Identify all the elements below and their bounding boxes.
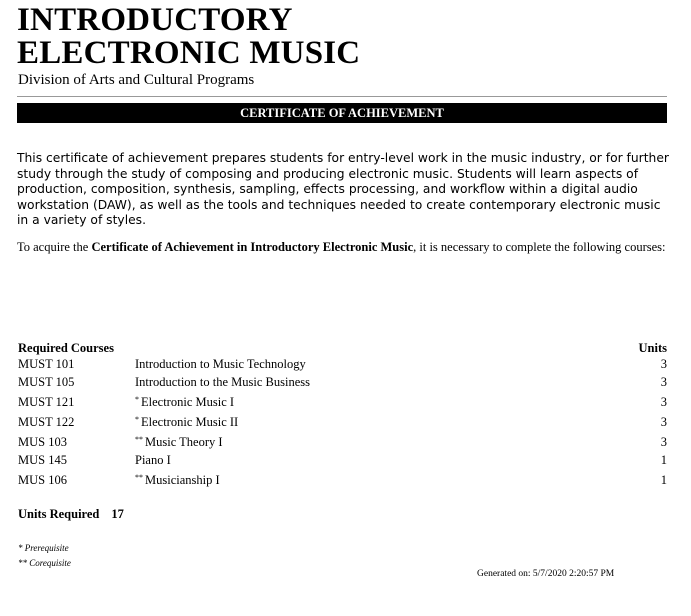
course-row bbox=[18, 357, 667, 375]
course-name bbox=[135, 473, 220, 488]
course-code: MUST 105 bbox=[18, 375, 75, 389]
course-row bbox=[18, 375, 667, 393]
requisite-marker: * bbox=[135, 395, 139, 404]
certificate-name: Certificate of Achievement in Introductory Electronic Music bbox=[91, 240, 414, 254]
course-units: 3 bbox=[660, 395, 667, 409]
course-name bbox=[135, 357, 306, 372]
course-name bbox=[135, 375, 310, 390]
course-code: MUS 145 bbox=[18, 453, 67, 467]
course-title: Introduction to Music Technology bbox=[135, 357, 306, 371]
units-required-label: Units Required bbox=[18, 507, 100, 521]
course-title: Electronic Music II bbox=[141, 415, 239, 429]
requisite-marker: ** bbox=[135, 435, 143, 444]
course-code: MUS 106 bbox=[18, 473, 67, 487]
page-title bbox=[17, 4, 360, 70]
course-code: MUST 121 bbox=[18, 395, 75, 409]
course-code: MUST 101 bbox=[18, 357, 75, 371]
course-name bbox=[135, 395, 234, 410]
division-subtitle: Division of Arts and Cultural Programs bbox=[18, 72, 255, 88]
course-name bbox=[135, 453, 171, 468]
course-name bbox=[135, 415, 238, 430]
course-units: 3 bbox=[660, 415, 667, 429]
program-description: This certificate of achievement prepares students for entry-level work in the music industry, or for further study through the study of composing and producing electronic music. Students will learn aspects of production, composition, synthesis, sampling, effects processing, and workflow within a digital audio workstation (DAW), as well as the tools and techniques needed to create contemporary electronic music in a variety of styles. bbox=[17, 151, 669, 227]
course-title: Piano I bbox=[135, 453, 171, 467]
corequisite-note: ** Corequisite bbox=[18, 558, 71, 568]
generated-timestamp: Generated on: 5/7/2020 2:20:57 PM bbox=[477, 569, 615, 579]
course-units: 3 bbox=[660, 375, 667, 389]
course-units: 1 bbox=[660, 453, 667, 467]
course-title: Musicianship I bbox=[145, 473, 220, 487]
course-row bbox=[18, 471, 667, 491]
course-units: 1 bbox=[660, 473, 667, 487]
divider-rule bbox=[17, 96, 667, 97]
course-units: 3 bbox=[660, 435, 667, 449]
acquire-suffix: , it is necessary to complete the following courses: bbox=[413, 240, 666, 254]
certificate-banner: CERTIFICATE OF ACHIEVEMENT bbox=[17, 103, 667, 123]
course-code: MUST 122 bbox=[18, 415, 75, 429]
courses-header-row bbox=[18, 341, 667, 357]
units-required-value: 17 bbox=[111, 507, 124, 521]
course-title: Music Theory I bbox=[145, 435, 223, 449]
course-title: Electronic Music I bbox=[141, 395, 235, 409]
course-code: MUS 103 bbox=[18, 435, 67, 449]
title-line-1: INTRODUCTORY bbox=[17, 2, 293, 38]
course-row bbox=[18, 453, 667, 471]
units-required bbox=[18, 507, 124, 522]
course-title: Introduction to the Music Business bbox=[135, 375, 310, 389]
required-courses-table bbox=[18, 341, 667, 491]
course-row bbox=[18, 413, 667, 433]
requisite-marker: * bbox=[135, 415, 139, 424]
units-header: Units bbox=[638, 341, 667, 355]
course-units: 3 bbox=[660, 357, 667, 371]
requisite-marker: ** bbox=[135, 473, 143, 482]
required-courses-header: Required Courses bbox=[18, 341, 114, 355]
acquire-prefix: To acquire the bbox=[17, 240, 92, 254]
acquire-statement bbox=[17, 239, 672, 255]
course-row bbox=[18, 433, 667, 453]
title-line-2: ELECTRONIC MUSIC bbox=[17, 35, 361, 71]
course-row bbox=[18, 393, 667, 413]
prerequisite-note: * Prerequisite bbox=[18, 543, 69, 553]
course-name bbox=[135, 435, 223, 450]
footnotes bbox=[18, 541, 71, 571]
